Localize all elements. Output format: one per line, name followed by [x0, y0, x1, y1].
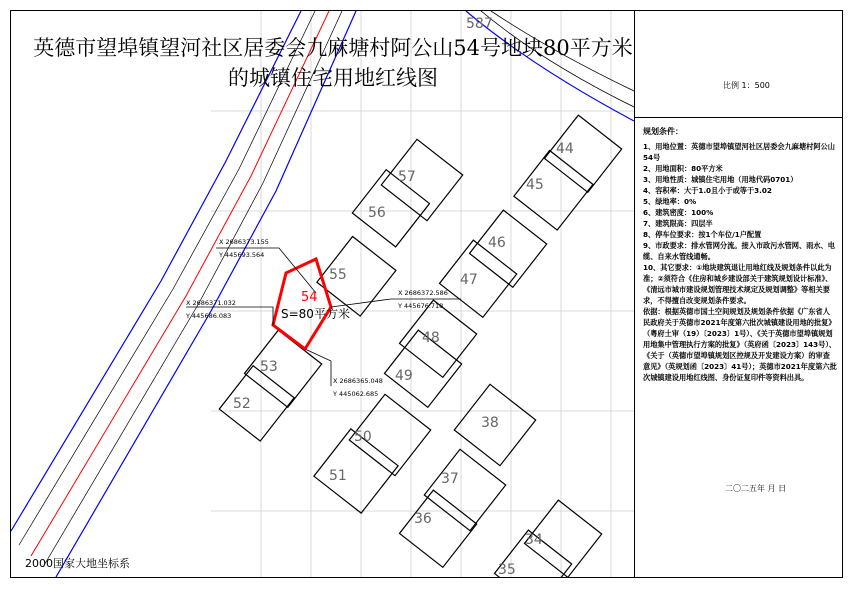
- map-title-line-1: 英德市望埠镇望河社区居委会九麻塘村阿公山54号地块80平方米: [33, 36, 633, 60]
- coord-4-x: X 2686365.048: [333, 377, 383, 385]
- map-sheet: [10, 10, 843, 578]
- parcel-37: [424, 449, 505, 530]
- label-56: 56: [368, 205, 386, 221]
- conditions-list: [643, 141, 837, 383]
- label-55: 55: [329, 267, 347, 283]
- label-50: 50: [354, 429, 372, 445]
- label-57: 57: [398, 169, 416, 185]
- coord-3-y: Y 445676.718: [398, 302, 444, 310]
- condition-item: 3、用地性质：城镇住宅用地（用地代码0701）: [643, 175, 798, 184]
- condition-item: 5、绿地率：0%: [643, 197, 697, 206]
- label-35: 35: [498, 562, 516, 577]
- condition-item: 8、停车位要求：按1个车位/1户配置: [643, 230, 762, 239]
- panel-divider: [635, 117, 842, 118]
- condition-item: 1、用地位置：英德市望埠镇望河社区居委会九麻塘村阿公山54号: [643, 142, 835, 162]
- condition-item: 4、容积率：大于1.0且小于或等于3.02: [643, 186, 772, 195]
- map-area: [11, 11, 634, 577]
- coord-1-y: Y 445693.564: [219, 251, 265, 259]
- issue-date: 二〇二五年 月 日: [725, 484, 787, 493]
- road-line-b: [43, 11, 342, 567]
- condition-item: 依据：根据英德市国土空间规划及规划条件依据《广东省人民政府关于英德市2021年度第六批次城镇建设用地的批复》（粤府土审（19）〔2023〕1号）、《关于英德市望埠镇规划用地集中管理执行方案的批复》（英府函〔2023〕143号）、《关于（英德市望埠镇规划区控规及开发建设方案）的审查意见》（英规划函〔2023〕41号）；英德市2021年度第六批次城镇建设用地红线图、身份证复印件等资料出具。: [643, 307, 837, 382]
- condition-item: 9、市政要求：排水管网分流。接入市政污水管网、雨水、电缆、自来水管线通畅。: [643, 241, 835, 261]
- condition-item: 2、用地面积：80平方米: [643, 164, 723, 173]
- map-title-line-2: 的城镇住宅用地红线图: [228, 66, 438, 90]
- label-48: 48: [422, 330, 440, 346]
- coord-1-x: X 2686373.155: [219, 238, 269, 246]
- label-53: 53: [260, 359, 278, 375]
- conditions-heading: 规划条件：: [643, 127, 683, 136]
- label-49: 49: [395, 368, 413, 384]
- label-34: 34: [525, 532, 543, 548]
- subject-parcel-area: S=80平方米: [281, 307, 350, 321]
- condition-item: 6、建筑密度：100%: [643, 208, 714, 217]
- coord-2-x: X 2686371.032: [186, 299, 236, 307]
- parcel-56: [352, 170, 429, 247]
- coord-2-y: Y 445686.083: [186, 312, 232, 320]
- condition-item: 7、建筑限高：四层半: [643, 219, 713, 228]
- parcel-47: [439, 240, 516, 317]
- conditions-panel: [634, 11, 842, 577]
- parcel-57: [381, 139, 462, 220]
- label-45: 45: [526, 177, 544, 193]
- coord-3-x: X 2686372.586: [398, 289, 448, 297]
- label-38: 38: [481, 415, 499, 431]
- label-46: 46: [488, 235, 506, 251]
- label-52: 52: [233, 396, 251, 412]
- condition-item: 10、其它要求：①地块建筑退让用地红线及规划条件以此为准；②须符合《住房和城乡建设部关于建筑规划设计标准》、《清远市城市建设规划管理技术规定及规划调整》等相关要求，不得擅自改变规划条件要求。: [643, 263, 833, 305]
- label-36: 36: [414, 511, 432, 527]
- label-51: 51: [329, 468, 347, 484]
- label-587: 587: [466, 16, 493, 32]
- coord-4-y: Y 445062.685: [333, 390, 379, 398]
- subject-parcel-number: 54: [301, 290, 318, 305]
- scale-label: 比例 1：500: [723, 81, 770, 90]
- coordinate-system-note: 2000国家大地坐标系: [25, 557, 130, 570]
- label-44: 44: [556, 141, 574, 157]
- map-drawing: [11, 11, 634, 577]
- label-37: 37: [441, 471, 459, 487]
- map-title: [23, 33, 643, 93]
- label-47: 47: [460, 272, 478, 288]
- parcel-46: [469, 210, 546, 287]
